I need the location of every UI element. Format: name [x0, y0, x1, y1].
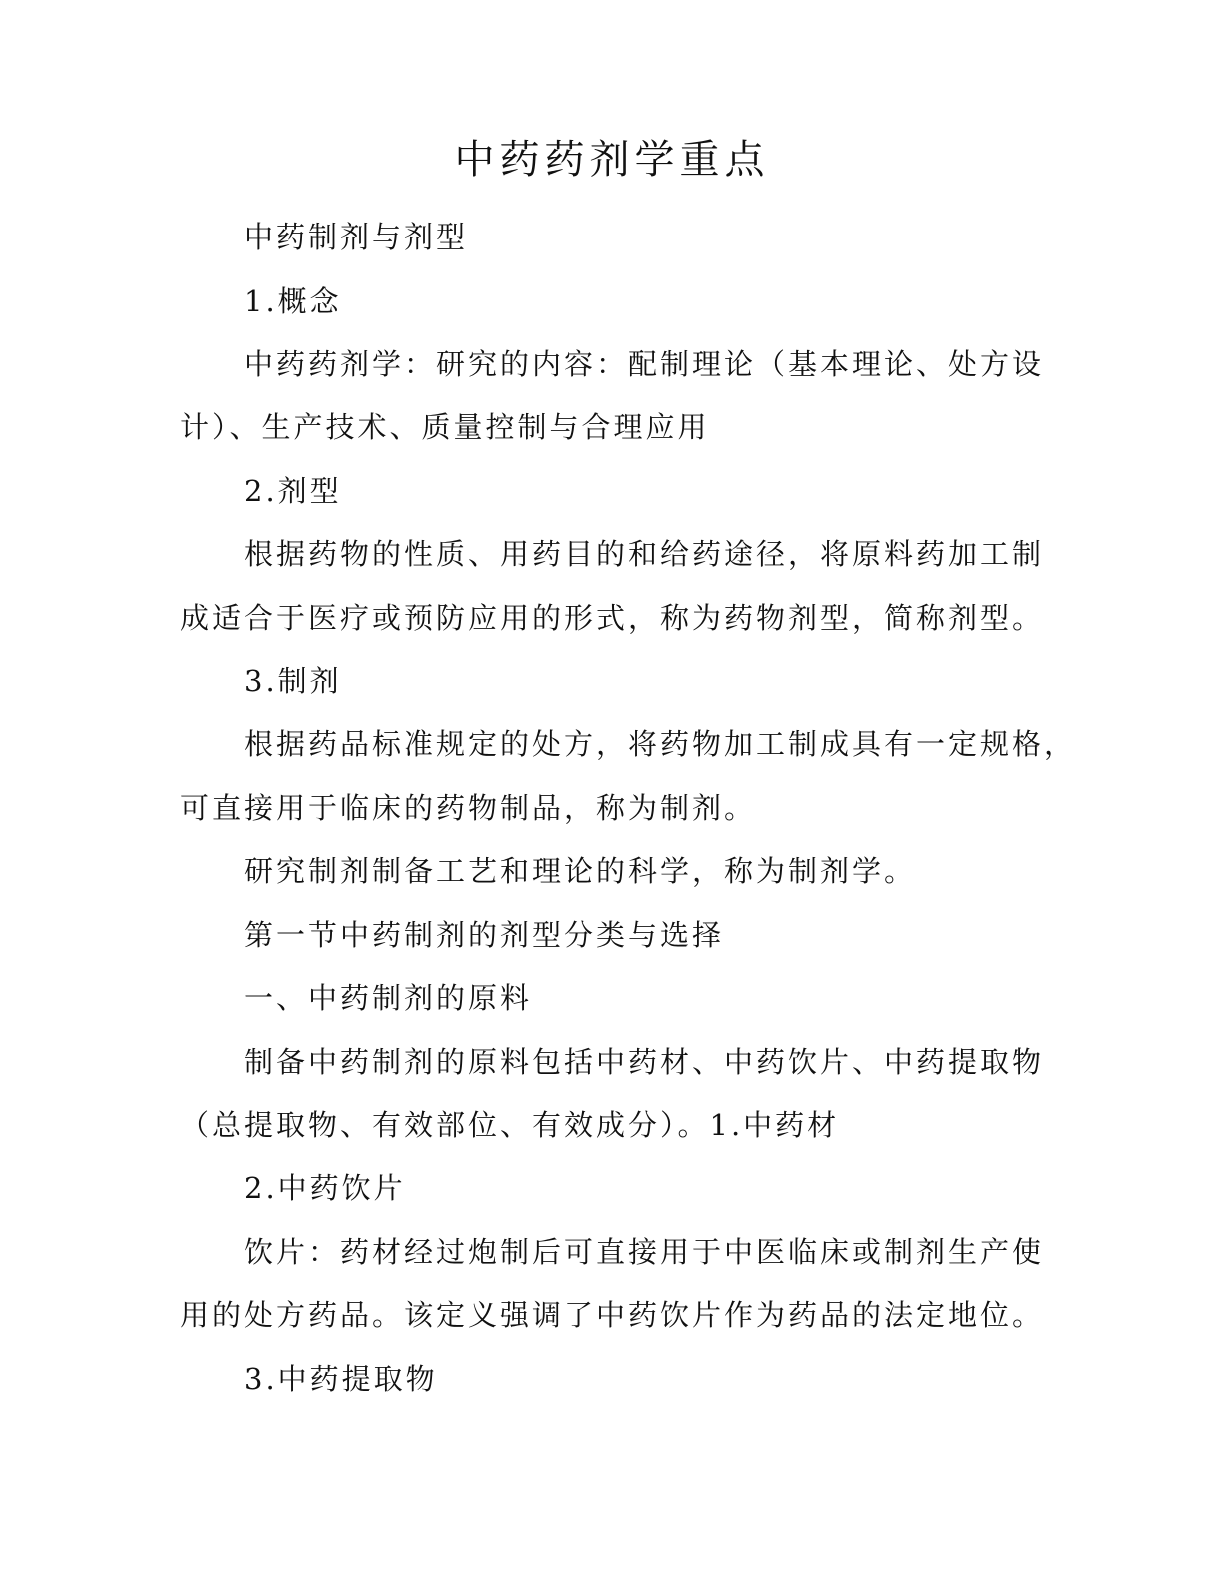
paragraph-line: 制备中药制剂的原料包括中药材、中药饮片、中药提取物	[244, 1045, 1045, 1079]
paragraph-line: 饮片：药材经过炮制后可直接用于中医临床或制剂生产使	[244, 1235, 1045, 1269]
paragraph-line: 根据药物的性质、用药目的和给药途径，将原料药加工制	[244, 537, 1045, 571]
document-title: 中药药剂学重点	[454, 137, 770, 183]
heading-concept: 1.概念	[244, 284, 342, 318]
heading-preparation: 3.制剂	[244, 664, 342, 698]
paragraph-line: 根据药品标准规定的处方，将药物加工制成具有一定规格，	[244, 727, 1077, 761]
paragraph-line: 可直接用于临床的药物制品，称为制剂。	[180, 791, 757, 825]
heading-dosage-form: 2.剂型	[244, 474, 342, 508]
paragraph-line: （总提取物、有效部位、有效成分）。1.中药材	[180, 1108, 840, 1142]
heading-decoction-pieces: 2.中药饮片	[244, 1171, 406, 1205]
section-heading: 第一节中药制剂的剂型分类与选择	[244, 918, 725, 952]
heading-extracts: 3.中药提取物	[244, 1362, 438, 1396]
paragraph-line: 中药药剂学：研究的内容：配制理论（基本理论、处方设	[244, 347, 1045, 381]
paragraph-line: 成适合于医疗或预防应用的形式，称为药物剂型，简称剂型。	[180, 601, 1045, 635]
subsection-heading: 一、中药制剂的原料	[244, 981, 533, 1015]
paragraph-line: 计）、生产技术、质量控制与合理应用	[180, 410, 710, 444]
heading-dosage-forms: 中药制剂与剂型	[244, 220, 469, 254]
paragraph-line: 研究制剂制备工艺和理论的科学，称为制剂学。	[244, 854, 917, 888]
paragraph-line: 用的处方药品。该定义强调了中药饮片作为药品的法定地位。	[180, 1298, 1045, 1332]
